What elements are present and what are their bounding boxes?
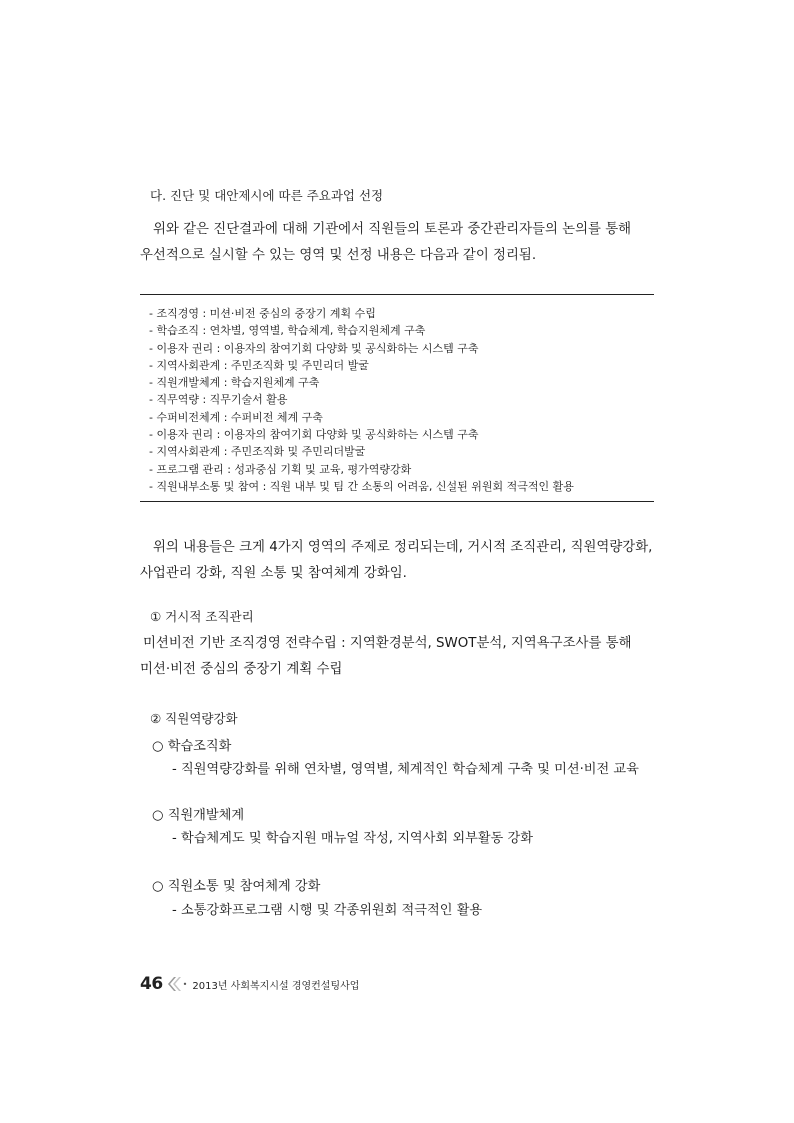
list-item: - 이용자 권리 : 이용자의 참여기회 다양화 및 공식화하는 시스템 구축 xyxy=(149,341,479,355)
page-number: 46 xyxy=(140,974,163,994)
summary-paragraph xyxy=(140,535,656,587)
mission-line-2: 미션·비전 중심의 중장기 계획 수립 xyxy=(140,662,343,677)
footer-separator: • xyxy=(182,979,188,989)
list-item: - 직원내부소통 및 참여 : 직원 내부 및 팀 간 소통의 어려움, 신설된 위원회 적극적인 활용 xyxy=(149,479,574,493)
list-item: - 직원개발체계 : 학습지원체계 구축 xyxy=(149,376,320,390)
bullet-detail: - 학습체계도 및 학습지원 매뉴얼 작성, 지역사회 외부활동 강화 xyxy=(172,831,533,846)
bullet-detail: - 직원역량강화를 위해 연차별, 영역별, 체계적인 학습체계 구축 및 미션·비전 교육 xyxy=(172,762,639,777)
page-footer xyxy=(140,973,359,995)
list-item: - 프로그램 관리 : 성과중심 기획 및 교육, 평가역량강화 xyxy=(149,462,412,476)
intro-paragraph xyxy=(140,217,656,269)
list-item: - 지역사회관계 : 주민조직화 및 주민리더 발굴 xyxy=(149,358,369,372)
list-item: - 이용자 권리 : 이용자의 참여기회 다양화 및 공식화하는 시스템 구축 xyxy=(149,428,479,442)
sub-heading-staff-capacity: ② 직원역량강화 xyxy=(150,711,238,726)
summary-line-2: 사업관리 강화, 직원 소통 및 참여체계 강화임. xyxy=(140,566,407,581)
bullet-staff-development: ○ 직원개발체계 xyxy=(152,808,245,823)
summary-line-1: 위의 내용들은 크게 4가지 영역의 주제로 정리되는데, 거시적 조직관리, 직원역량강화, xyxy=(153,540,653,555)
list-item: - 조직경영 : 미션·비전 중심의 중장기 계획 수립 xyxy=(149,307,376,320)
task-list xyxy=(149,305,574,495)
list-item: - 지역사회관계 : 주민조직화 및 주민리더발굴 xyxy=(149,445,366,459)
footer-title: 2013년 사회복지시설 경영컨설팅사업 xyxy=(192,980,360,992)
intro-line-2: 우선적으로 실시할 수 있는 영역 및 선정 내용은 다음과 같이 정리됨. xyxy=(140,248,537,263)
list-item: - 학습조직 : 연차별, 영역별, 학습체계, 학습지원체계 구축 xyxy=(149,324,426,338)
section-heading: 다. 진단 및 대안제시에 따른 주요과업 선정 xyxy=(150,188,384,203)
mission-paragraph xyxy=(140,631,656,683)
bullet-detail: - 소통강화프로그램 시행 및 각종위원회 적극적인 활용 xyxy=(172,903,483,918)
mission-line-1: 미션비전 기반 조직경영 전략수립 : 지역환경분석, SWOT분석, 지역욕구조사를 통해 xyxy=(143,636,632,651)
bullet-communication: ○ 직원소통 및 참여체계 강화 xyxy=(152,879,321,894)
list-item: - 수퍼비전체계 : 수퍼비전 체계 구축 xyxy=(149,410,323,424)
list-item: - 직무역량 : 직무기술서 활용 xyxy=(149,393,288,407)
task-summary-box xyxy=(140,294,654,502)
bullet-learning-organization: ○ 학습조직화 xyxy=(152,739,232,754)
sub-heading-macro-management: ① 거시적 조직관리 xyxy=(150,609,254,624)
intro-line-1: 위와 같은 진단결과에 대해 기관에서 직원들의 토론과 중간관리자들의 논의를 통해 xyxy=(153,222,632,237)
double-chevron-left-icon xyxy=(165,977,181,991)
